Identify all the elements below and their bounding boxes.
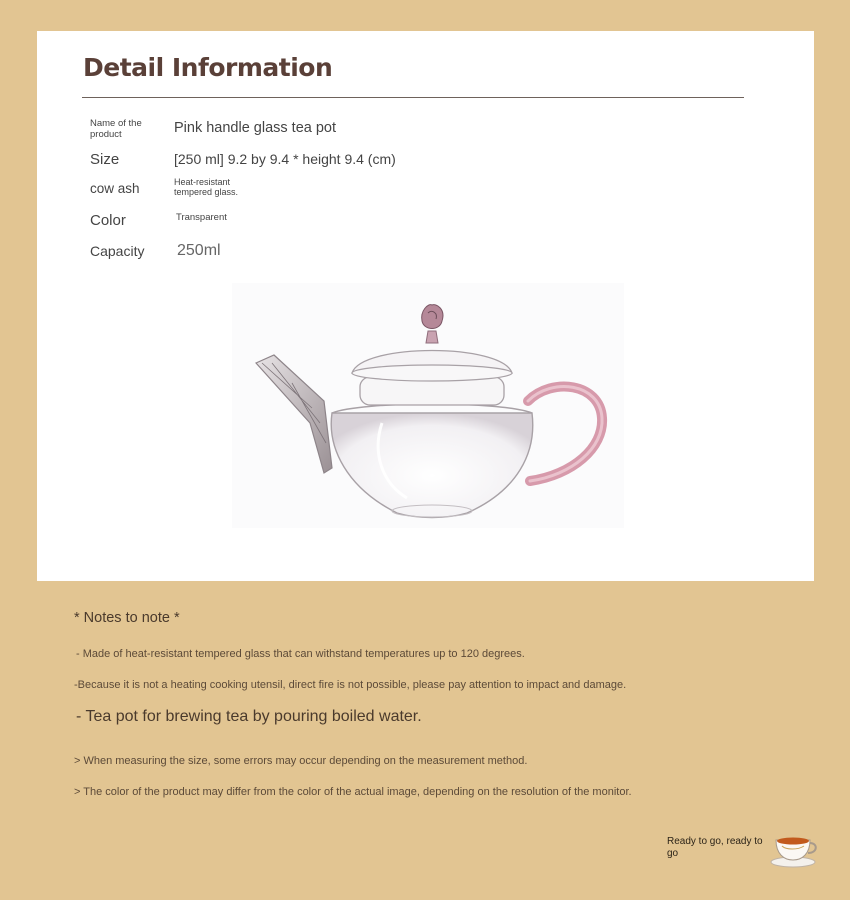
spec-value: [250 ml] 9.2 by 9.4 * height 9.4 (cm) [174,151,396,167]
note-item: - Made of heat-resistant tempered glass that can withstand temperatures up to 120 degrees. [76,648,525,660]
page-title: Detail Information [83,53,333,82]
title-divider [82,97,744,98]
spec-value: 250ml [177,242,221,259]
teapot-image [232,283,624,528]
note-item: - Tea pot for brewing tea by pouring boiled water. [76,708,422,725]
note-item: > When measuring the size, some errors may occur depending on the measurement method. [74,755,528,767]
spec-value: Transparent [176,212,227,223]
spec-label: Color [90,212,126,229]
spec-label: Capacity [90,243,145,259]
spec-value: Heat-resistant tempered glass. [174,177,239,197]
detail-card [37,31,814,581]
notes-heading: * Notes to note * [74,610,180,626]
spec-label: Name of the product [90,118,142,140]
footer-text: Ready to go, ready to go [667,836,763,859]
note-item: > The color of the product may differ from the color of the actual image, depending on the resolution of the monitor. [74,786,632,798]
teacup-icon [768,828,818,868]
note-item: -Because it is not a heating cooking utensil, direct fire is not possible, please pay attention to impact and damage. [74,679,627,691]
spec-label: cow ash [90,181,140,196]
spec-label: Size [90,151,120,168]
spec-value: Pink handle glass tea pot [174,120,337,136]
